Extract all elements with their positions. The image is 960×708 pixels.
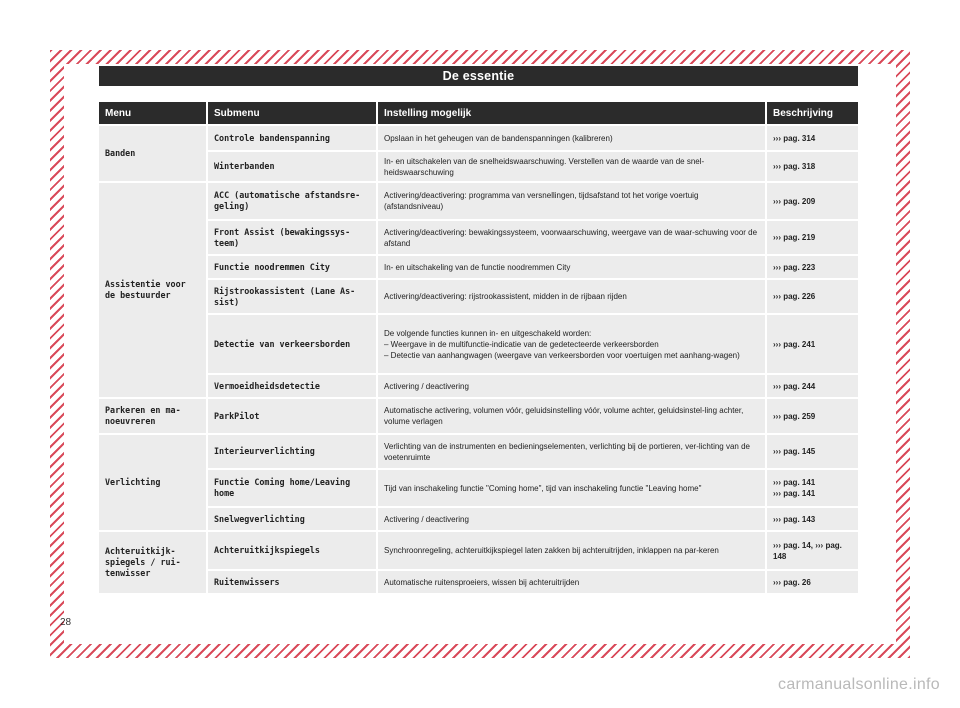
submenu-cell: ACC (automatische afstandsre-geling) — [208, 183, 378, 219]
menu-cell: Parkeren en ma-noeuvreren — [99, 399, 208, 433]
page-reference-link[interactable]: ››› pag. 241 — [767, 315, 858, 373]
setting-cell: Automatische activering, volumen vóór, geluidsinstelling vóór, volume achter, geluidsinstel-ling achter, volume verlagen — [378, 399, 767, 433]
table-row — [99, 315, 858, 373]
submenu-cell: Achteruitkijkspiegels — [208, 532, 378, 569]
table-row — [99, 532, 858, 569]
table-row — [99, 435, 858, 468]
setting-cell: In- en uitschakeling van de functie noodremmen City — [378, 256, 767, 278]
page-reference-link[interactable]: ››› pag. 141 ››› pag. 141 — [767, 470, 858, 506]
header-description: Beschrijving — [767, 102, 858, 124]
header-menu: Menu — [99, 102, 208, 124]
table-row — [99, 280, 858, 313]
setting-cell: Activering / deactivering — [378, 508, 767, 530]
setting-cell: Activering/deactivering: bewakingssysteem, voorwaarschuwing, weergave van de waar-schuwing voor de afstand — [378, 221, 767, 254]
page-content — [60, 64, 896, 644]
page-reference-link[interactable]: ››› pag. 209 — [767, 183, 858, 219]
setting-cell: Tijd van inschakeling functie "Coming home", tijd van inschakeling functie "Leaving home" — [378, 470, 767, 506]
table-row — [99, 221, 858, 254]
setting-cell: Activering/deactivering: rijstrookassistent, midden in de rijbaan rijden — [378, 280, 767, 313]
submenu-cell: Interieurverlichting — [208, 435, 378, 468]
submenu-cell: Functie Coming home/Leaving home — [208, 470, 378, 506]
header-submenu: Submenu — [208, 102, 378, 124]
page-reference-link[interactable]: ››› pag. 219 — [767, 221, 858, 254]
submenu-cell: ParkPilot — [208, 399, 378, 433]
menu-cell: Verlichting — [99, 435, 208, 530]
menu-cell: Banden — [99, 126, 208, 181]
watermark: carmanualsonline.info — [778, 676, 940, 693]
menu-cell: Achteruitkijk-spiegels / rui-tenwisser — [99, 532, 208, 593]
page-reference-link[interactable]: ››› pag. 26 — [767, 571, 858, 593]
page-number: 28 — [60, 617, 72, 628]
table-row — [99, 152, 858, 181]
page-reference-link[interactable]: ››› pag. 244 — [767, 375, 858, 397]
submenu-cell: Vermoeidheidsdetectie — [208, 375, 378, 397]
page-reference-link[interactable]: ››› pag. 314 — [767, 126, 858, 150]
settings-table — [99, 100, 858, 595]
submenu-cell: Winterbanden — [208, 152, 378, 181]
table-header-row — [99, 102, 858, 124]
page-reference-link[interactable]: ››› pag. 223 — [767, 256, 858, 278]
setting-cell: Activering / deactivering — [378, 375, 767, 397]
submenu-cell: Controle bandenspanning — [208, 126, 378, 150]
page-reference-link[interactable]: ››› pag. 143 — [767, 508, 858, 530]
page-reference-link[interactable]: ››› pag. 226 — [767, 280, 858, 313]
setting-cell: Verlichting van de instrumenten en bedieningselementen, verlichting bij de portieren, ver-lichting van de voetenruimte — [378, 435, 767, 468]
submenu-cell: Rijstrookassistent (Lane As-sist) — [208, 280, 378, 313]
section-title: De essentie — [99, 66, 858, 86]
menu-cell: Assistentie voor de bestuurder — [99, 183, 208, 397]
page-reference-link[interactable]: ››› pag. 318 — [767, 152, 858, 181]
page-reference-link[interactable]: ››› pag. 259 — [767, 399, 858, 433]
submenu-cell: Detectie van verkeersborden — [208, 315, 378, 373]
table-row — [99, 470, 858, 506]
setting-cell: De volgende functies kunnen in- en uitgeschakeld worden: – Weergave in de multifunctie-indicatie van de gedetecteerde verkeersborden – Detectie van aanhangwagen (weergave van verkeersborden voor voertuigen met aanhang-wagen) — [378, 315, 767, 373]
submenu-cell: Ruitenwissers — [208, 571, 378, 593]
table-row — [99, 375, 858, 397]
table-row — [99, 256, 858, 278]
table-row — [99, 183, 858, 219]
table-row — [99, 126, 858, 150]
page-reference-link[interactable]: ››› pag. 145 — [767, 435, 858, 468]
setting-cell: Opslaan in het geheugen van de bandenspanningen (kalibreren) — [378, 126, 767, 150]
setting-cell: In- en uitschakelen van de snelheidswaarschuwing. Verstellen van de waarde van de snel-heidswaarschuwing — [378, 152, 767, 181]
table-row — [99, 571, 858, 593]
header-setting: Instelling mogelijk — [378, 102, 767, 124]
submenu-cell: Front Assist (bewakingssys-teem) — [208, 221, 378, 254]
page-reference-link[interactable]: ››› pag. 14, ››› pag. 148 — [767, 532, 858, 569]
table-row — [99, 399, 858, 433]
submenu-cell: Snelwegverlichting — [208, 508, 378, 530]
submenu-cell: Functie noodremmen City — [208, 256, 378, 278]
setting-cell: Synchroonregeling, achteruitkijkspiegel laten zakken bij achteruitrijden, inklappen na par-keren — [378, 532, 767, 569]
setting-cell: Automatische ruitensproeiers, wissen bij achteruitrijden — [378, 571, 767, 593]
setting-cell: Activering/deactivering: programma van versnellingen, tijdsafstand tot het vorige voertuig (afstandsniveau) — [378, 183, 767, 219]
table-row — [99, 508, 858, 530]
